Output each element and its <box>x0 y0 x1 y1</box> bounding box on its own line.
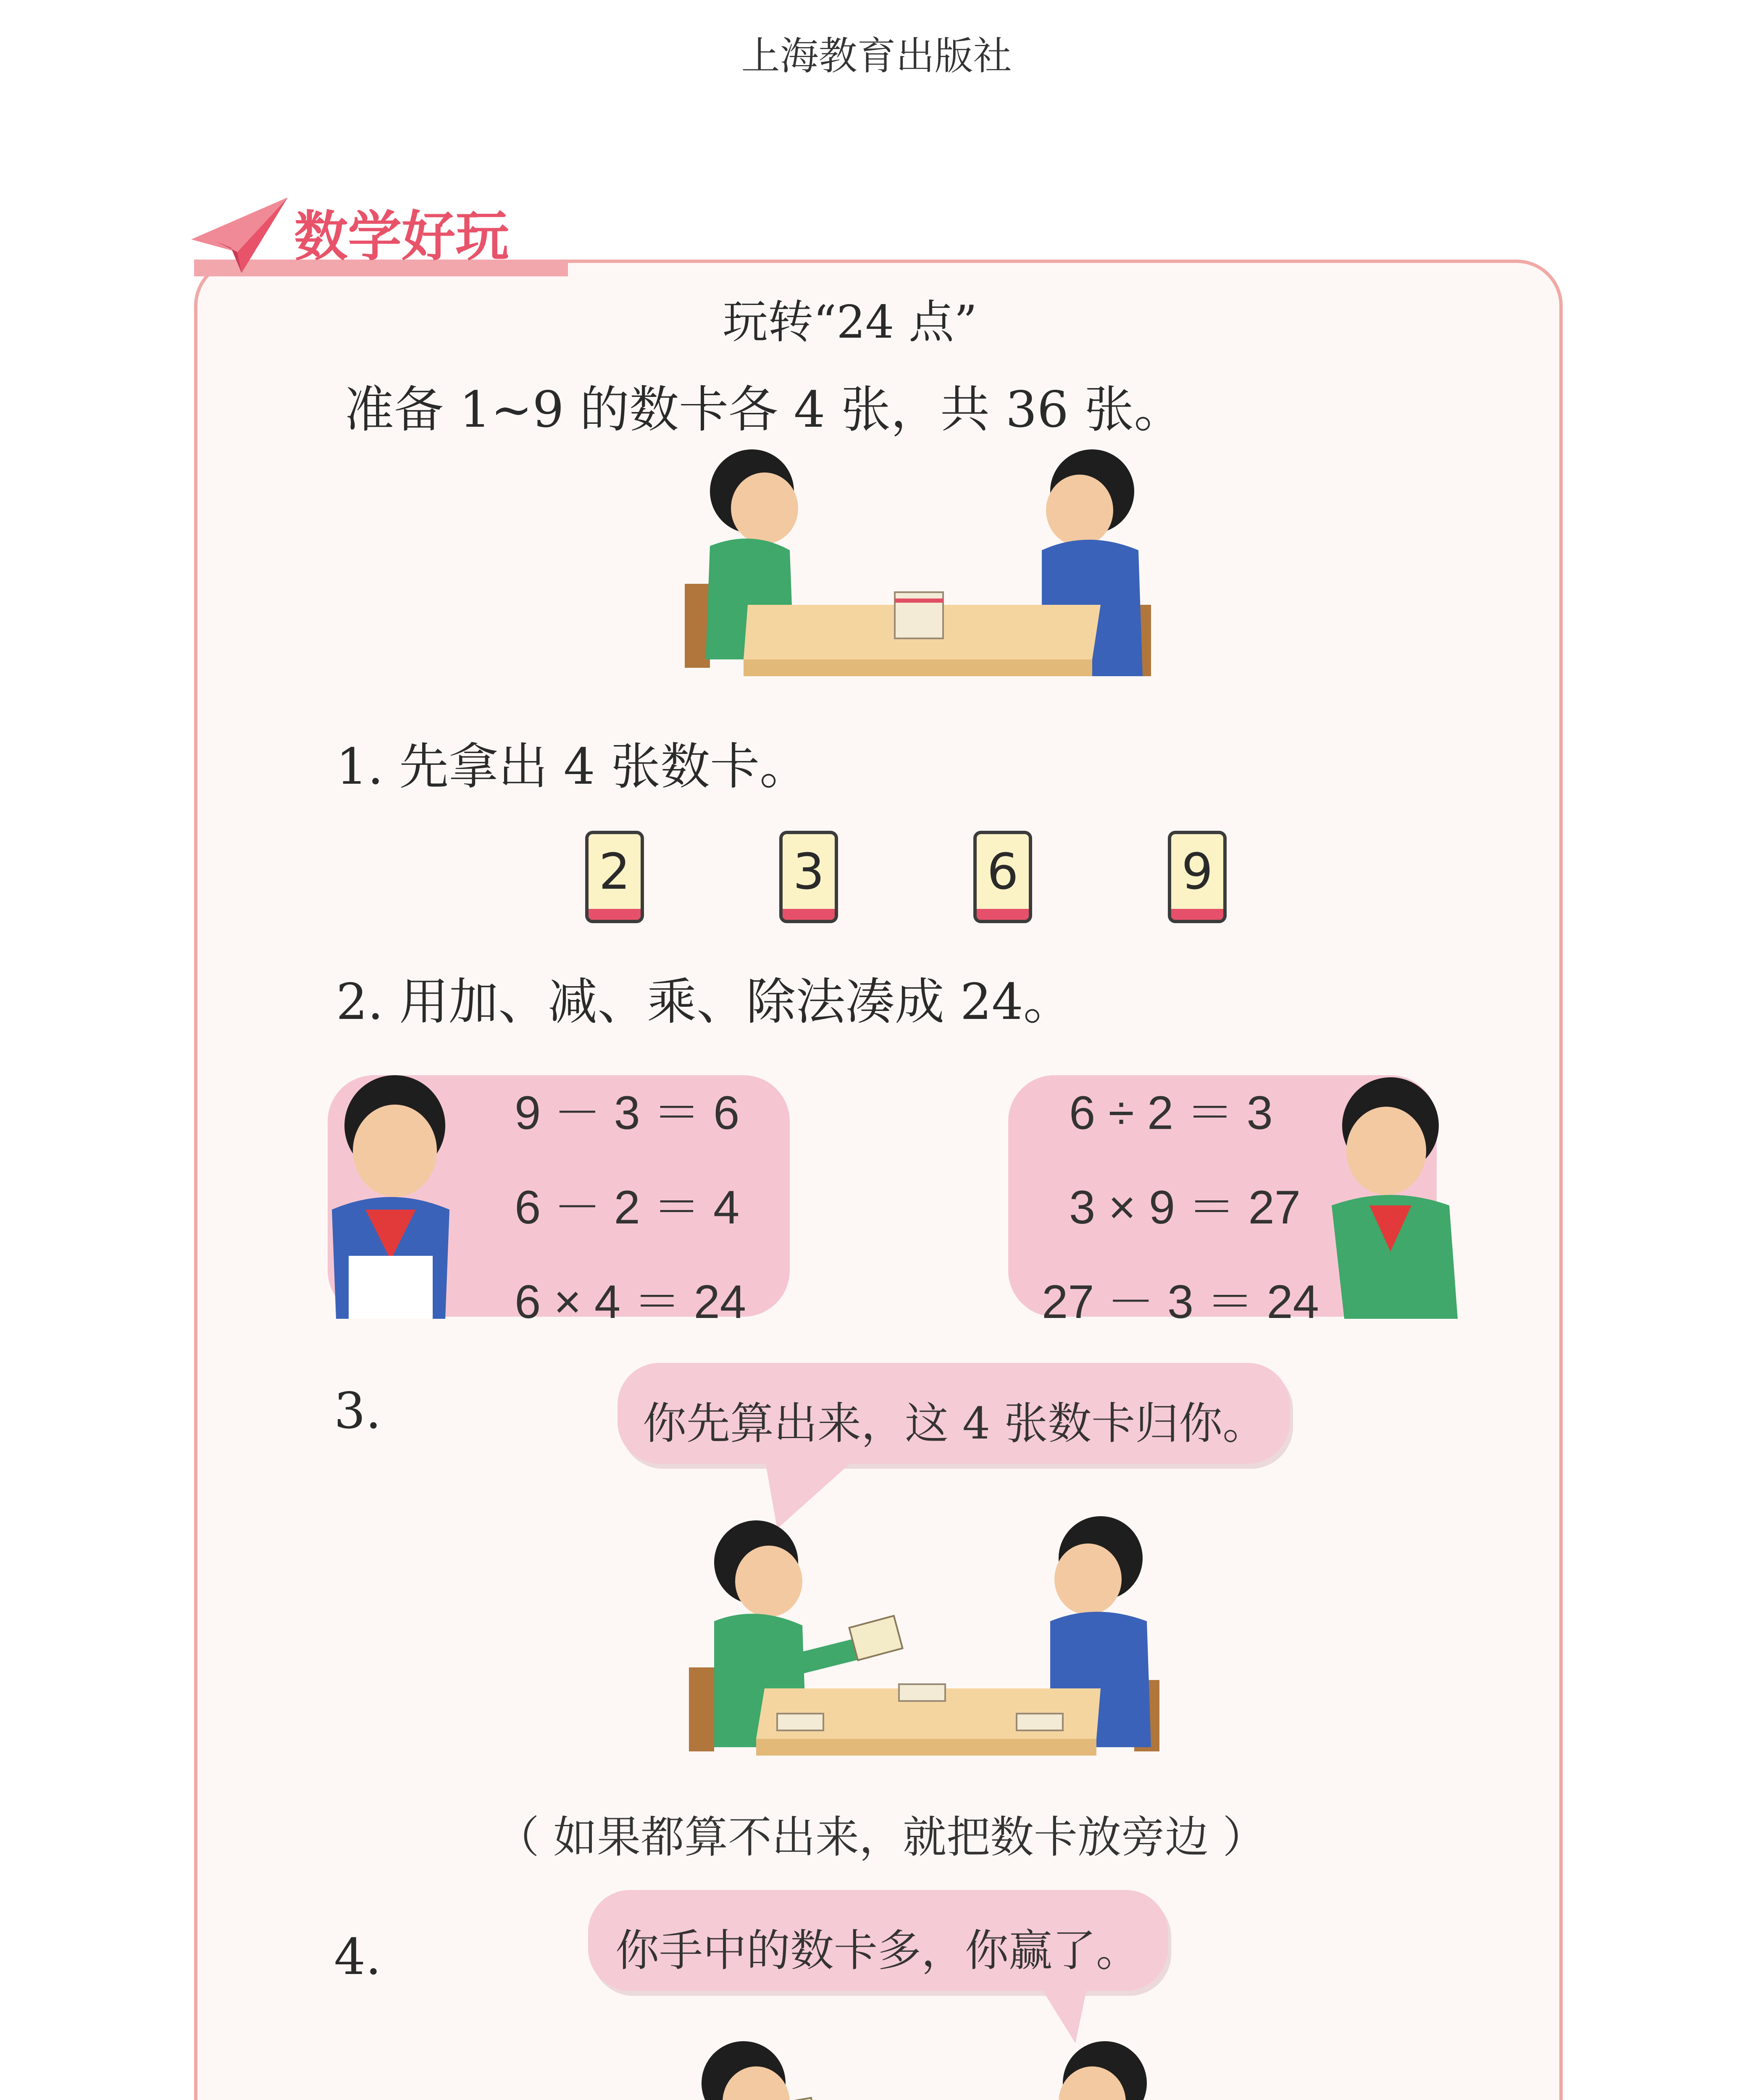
card-number: 3 <box>793 843 825 900</box>
publisher-header: 上海教育出版社 <box>741 34 1012 79</box>
step-3-label: 3. <box>334 1382 381 1440</box>
speech-text: 你先算出来，这 4 张数卡归你。 <box>643 1398 1267 1449</box>
number-card <box>779 831 838 923</box>
step-4-label: 4. <box>334 1928 381 1986</box>
boys-holding-cards-illustration <box>668 2037 1180 2100</box>
number-card <box>973 831 1032 923</box>
lesson-intro: 准备 1~9 的数卡各 4 张，共 36 张。 <box>344 381 1184 438</box>
card-stripe <box>783 909 835 920</box>
number-card <box>1168 831 1227 923</box>
card-number: 2 <box>599 843 631 900</box>
section-title: 数学好玩 <box>294 205 510 268</box>
lesson-title: 玩转“24 点” <box>723 296 978 349</box>
card-number: 6 <box>987 843 1019 900</box>
equation: 9 － 3 ＝ 6 <box>515 1087 740 1139</box>
boys-at-table-illustration <box>672 441 1176 686</box>
step-2-text: 2. 用加、减、乘、除法凑成 24。 <box>336 973 1073 1031</box>
equation: 6 × 4 ＝ 24 <box>515 1276 746 1328</box>
card-stripe <box>589 909 641 920</box>
boy-green-shirt-illustration <box>1319 1067 1462 1329</box>
boy-blue-shirt-illustration <box>319 1067 462 1329</box>
equation: 3 × 9 ＝ 27 <box>1069 1181 1301 1234</box>
equation: 6 － 2 ＝ 4 <box>515 1181 740 1234</box>
card-number: 9 <box>1181 843 1213 900</box>
card-stripe <box>977 909 1029 920</box>
note-text: （ 如果都算不出来，就把数卡放旁边 ） <box>496 1811 1267 1863</box>
speech-bubble-4 <box>588 1890 1168 1991</box>
boys-dealing-cards-illustration <box>681 1512 1176 1766</box>
equation: 27 － 3 ＝ 24 <box>1042 1276 1319 1328</box>
number-card <box>585 831 644 923</box>
speech-text: 你手中的数卡多，你赢了。 <box>615 1925 1140 1976</box>
paper-plane-icon <box>191 189 292 275</box>
card-stripe <box>1171 909 1223 920</box>
step-1-text: 1. 先拿出 4 张数卡。 <box>336 738 809 795</box>
speech-bubble-3 <box>618 1363 1290 1464</box>
equation: 6 ÷ 2 ＝ 3 <box>1069 1087 1273 1139</box>
